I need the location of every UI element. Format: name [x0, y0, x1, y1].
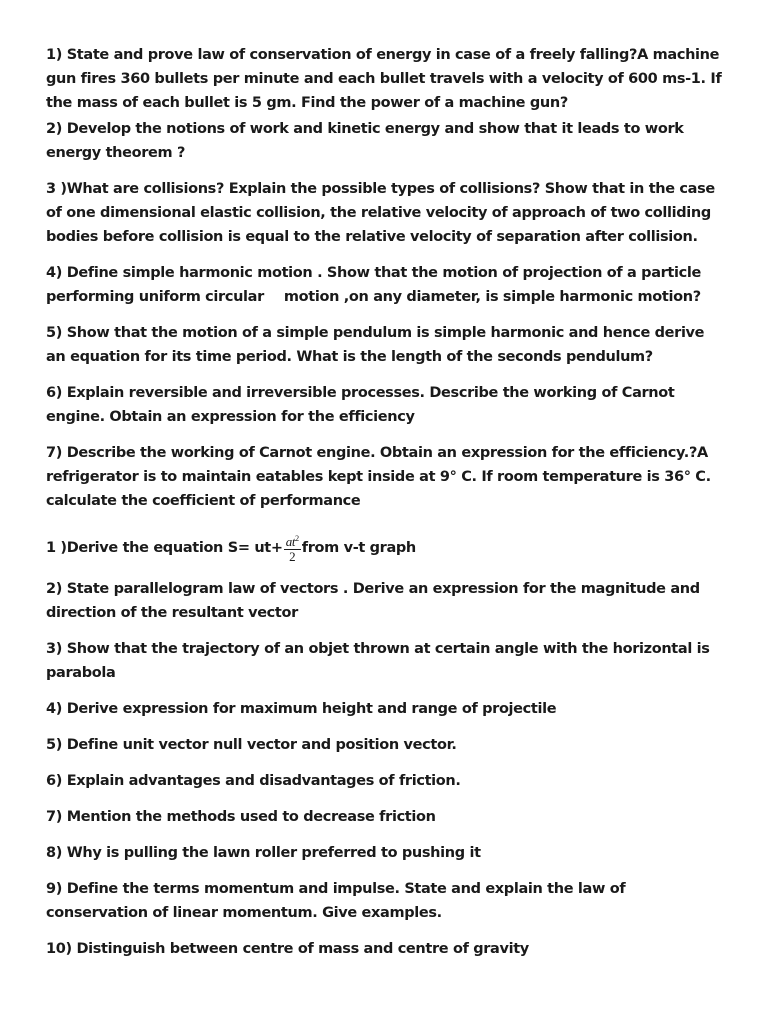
- question-paragraph: 9) Define the terms momentum and impulse. State and explain the law of conservation of linear momentum. Give examples.: [46, 881, 626, 921]
- question-paragraph: 2) Develop the notions of work and kinetic energy and show that it leads to work energy theorem ?: [46, 121, 684, 161]
- question-paragraph: 8) Why is pulling the lawn roller preferred to pushing it: [46, 845, 481, 861]
- question-paragraph: 6) Explain reversible and irreversible processes. Describe the working of Carnot engine. Obtain an expression for the efficiency: [46, 385, 675, 425]
- question-paragraph: 1 )Derive the equation S= ut+ $\frac{at^2}{2}$ from v-t graph: [46, 534, 416, 564]
- question-paragraph: 7) Describe the working of Carnot engine. Obtain an expression for the efficiency.?A refrigerator is to maintain eatables kept inside at 9° C. If room temperature is 36° C. calculate the coefficient of performance: [46, 445, 711, 509]
- question-paragraph: 3 )What are collisions? Explain the possible types of collisions? Show that in the case of one dimensional elastic collision, the relative velocity of approach of two colliding bodies before collision is equal to the relative velocity of separation after collision.: [46, 181, 715, 245]
- question-paragraph: 4) Derive expression for maximum height and range of projectile: [46, 701, 557, 717]
- question-paragraph: 3) Show that the trajectory of an objet thrown at certain angle with the horizontal is parabola: [46, 641, 710, 681]
- question-paragraph: 4) Define simple harmonic motion . Show that the motion of projection of a particle performing uniform circular motion ,on any diameter, is simple harmonic motion?: [46, 265, 701, 305]
- question-paragraph: 2) State parallelogram law of vectors . Derive an expression for the magnitude and direction of the resultant vector: [46, 581, 700, 621]
- question-paragraph: 7) Mention the methods used to decrease friction: [46, 809, 436, 825]
- question-paragraph: 1) State and prove law of conservation of energy in case of a freely falling?A machine gun fires 360 bullets per minute and each bullet travels with a velocity of 600 ms-1. If the mass of each bullet is 5 gm. Find the power of a machine gun?: [46, 47, 722, 111]
- question-paragraph: 5) Define unit vector null vector and position vector.: [46, 737, 457, 753]
- question-paragraph: 10) Distinguish between centre of mass and centre of gravity: [46, 941, 529, 957]
- question-paragraph: 5) Show that the motion of a simple pendulum is simple harmonic and hence derive an equation for its time period. What is the length of the seconds pendulum?: [46, 325, 705, 365]
- fraction-at-squared-over-2: $\frac{at^2}{2}$: [285, 534, 299, 564]
- question-paragraph: 6) Explain advantages and disadvantages of friction.: [46, 773, 461, 789]
